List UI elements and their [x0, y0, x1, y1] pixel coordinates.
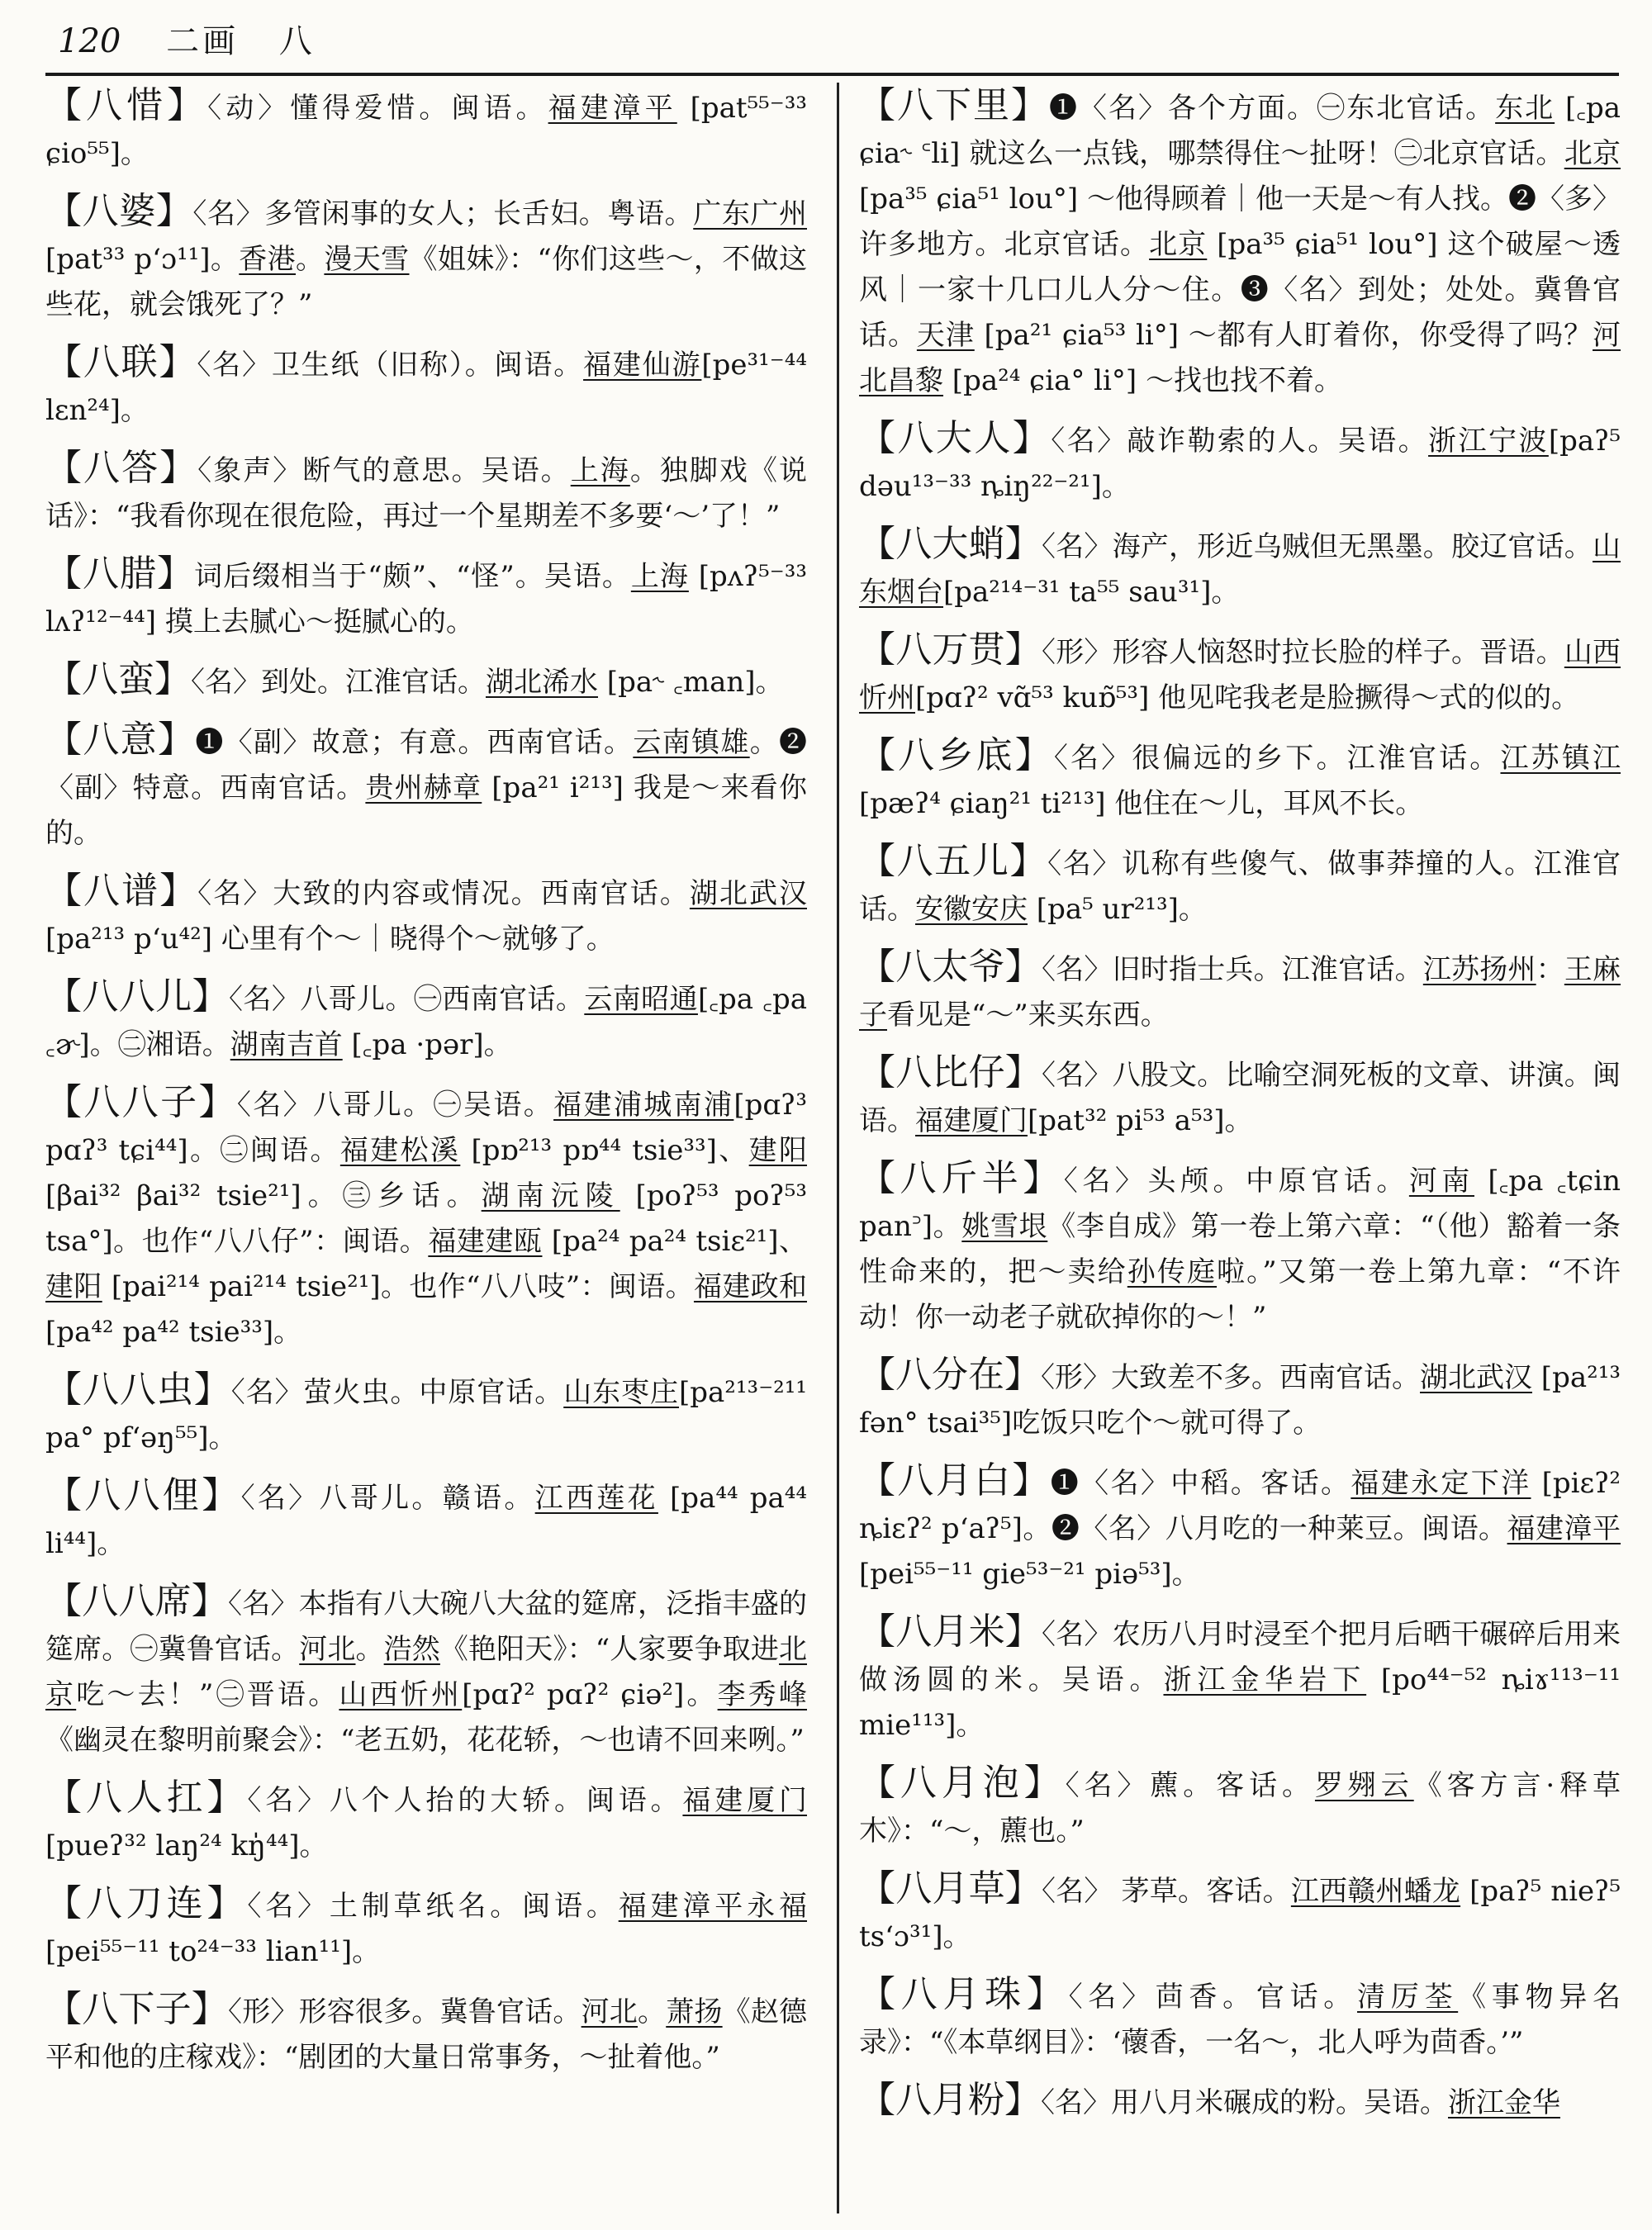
place-or-source-name: 湖北武汉: [1420, 1361, 1532, 1394]
section-label: 二画: [166, 22, 240, 60]
place-or-source-name: 山东枣庄: [563, 1376, 679, 1409]
entry-headword: 【八太爷】: [859, 946, 1042, 988]
place-or-source-name: 云南镇雄: [633, 726, 750, 759]
dictionary-entry: [45, 188, 807, 328]
entry-text: [pɑʔ³ pɑʔ³ tɕi⁴⁴]。㊁闽语。: [45, 1089, 807, 1167]
place-or-source-name: 江西莲花: [534, 1482, 658, 1515]
entry-text: 《艳阳天》：“人家要争取进: [439, 1633, 780, 1666]
entry-headword: 【八谱】: [45, 870, 198, 912]
place-or-source-name: 河北: [581, 1995, 638, 2028]
entry-headword: 【八五儿】: [859, 840, 1048, 882]
dictionary-entry: [45, 1986, 807, 2081]
entry-text: 〈名〉八哥儿。赣语。: [240, 1482, 535, 1515]
place-or-source-name: 福建松溪: [339, 1134, 461, 1167]
entry-headword: 【八万贯】: [859, 629, 1042, 671]
entry-headword: 【八下里】: [859, 84, 1050, 126]
place-or-source-name: 北京: [45, 1633, 807, 1711]
entry-text: [pa⁴² pa⁴² tsie³³]。: [45, 1316, 302, 1349]
entry-text: 。: [638, 1995, 667, 2028]
entry-text: 《李自成》第一卷上第六章：“（他）豁着一条性命来的，把～卖给: [859, 1210, 1621, 1288]
entry-text: 〈名〉讥称有些傻气、做事莽撞的人。江淮官话。: [859, 847, 1621, 926]
entry-text: ❶〈副〉故意；有意。西南官话。: [195, 726, 634, 759]
dictionary-entry: [859, 838, 1621, 932]
place-or-source-name: 湖南吉首: [230, 1028, 343, 1061]
dictionary-entry: [859, 733, 1621, 827]
entry-text: 〈名〉农历八月时浸至个把月后晒干碾碎后用来做汤圆的米。吴语。: [859, 1618, 1621, 1696]
entry-headword: 【八八俚】: [45, 1474, 241, 1516]
entry-text: 《姐妹》：“你们这些～，不做这些花，就会饿死了？”: [45, 243, 807, 321]
dictionary-entry: [45, 339, 807, 434]
entry-headword: 【八月米】: [859, 1611, 1042, 1653]
place-or-source-name: 山西忻州: [859, 636, 1621, 714]
entry-text: 〈名〉藨。客话。: [1065, 1769, 1315, 1802]
entry-text: [pa²¹ ɕia⁵³ li°] ～都有人盯着你，你受得了吗？: [974, 319, 1593, 352]
place-or-source-name: 李秀峰: [717, 1678, 807, 1711]
entry-text: 〈形〉形容很多。冀鲁官话。: [228, 1995, 582, 2028]
entry-text: [pɑʔ² vɑ̃⁵³ kuɒ̃⁵³] 他见咤我老是脸撅得～式的似的。: [915, 681, 1580, 714]
dictionary-entry: [859, 1458, 1621, 1597]
entry-text: 〈形〉大致差不多。西南官话。: [1041, 1361, 1420, 1394]
place-or-source-name: 孙传庭: [1127, 1255, 1218, 1288]
entry-text: 吃～去！”㊁晋语。: [76, 1678, 339, 1711]
place-or-source-name: 东北: [1495, 92, 1555, 125]
entry-text: [pa⁵ ur²¹³]。: [1028, 893, 1207, 926]
entry-text: [paʔ⁵ dəu¹³⁻³³ ȵiŋ²²⁻²¹]。: [859, 425, 1621, 503]
entry-text: 〈名〉八股文。比喻空洞死板的文章、讲演。闽语。: [859, 1059, 1621, 1137]
entry-headword: 【八意】: [45, 719, 196, 761]
entry-text: [pa²⁴ pa²⁴ tsiɛ²¹]、: [542, 1225, 807, 1258]
place-or-source-name: 罗翙云: [1314, 1769, 1414, 1802]
entry-text: [piɛʔ² ȵiɛʔ² p‘aʔ⁵]。❷〈名〉八月吃的一种莱豆。闽语。: [859, 1467, 1621, 1545]
entry-text: [pat³² pi⁵³ a⁵³]。: [1028, 1104, 1253, 1137]
entry-text: 〈名〉多管闲事的女人；长舌妇。粤语。: [192, 197, 694, 230]
entry-text: [pai²¹⁴ pai²¹⁴ tsie²¹]。也作“八八吱”：闽语。: [102, 1270, 694, 1303]
entry-text: 〈形〉形容人恼怒时拉长脸的样子。晋语。: [1042, 636, 1564, 669]
place-or-source-name: 香港: [239, 243, 297, 276]
entry-text: 。: [355, 1633, 384, 1666]
place-or-source-name: 天津: [916, 319, 975, 352]
place-or-source-name: 福建浦城南浦: [553, 1089, 734, 1122]
entry-text: 〈名〉大致的内容或情况。西南官话。: [197, 877, 690, 910]
entry-headword: 【八大人】: [859, 417, 1051, 459]
entry-text: [pa˞ ꜀man]。: [598, 666, 784, 699]
entry-text: 〈名〉头颅。中原官话。: [1063, 1165, 1409, 1198]
dictionary-entry: [859, 521, 1621, 615]
entry-headword: 【八乡底】: [859, 734, 1054, 776]
entry-headword: 【八答】: [45, 447, 198, 489]
place-or-source-name: 云南昭通: [584, 983, 698, 1016]
entry-headword: 【八月粉】: [859, 2079, 1041, 2121]
place-or-source-name: 福建建瓯: [428, 1225, 543, 1258]
entry-headword: 【八婆】: [45, 190, 193, 232]
entry-headword: 【八分在】: [859, 1354, 1041, 1396]
place-or-source-name: 漫天雪: [324, 243, 410, 276]
entry-text: 〈名〉本指有八大碗八大盆的筵席，泛指丰盛的筵席。㊀冀鲁官话。: [45, 1587, 807, 1666]
entry-headword: 【八月白】: [859, 1459, 1051, 1502]
entry-text: [poʔ⁵³ poʔ⁵³ tsa°]。也作“八八仔”：闽语。: [45, 1179, 807, 1258]
place-or-source-name: 浙江金华: [1448, 2086, 1560, 2119]
place-or-source-name: 清厉荃: [1357, 1981, 1459, 2014]
place-or-source-name: 王麻子: [859, 953, 1621, 1032]
entry-text: ❶〈名〉各个方面。㊀东北官话。: [1049, 92, 1496, 125]
entry-text: [pa⁴⁴ pa⁴⁴ li⁴⁴]。: [45, 1482, 807, 1560]
dictionary-entry: [45, 1367, 807, 1461]
entry-text: 《幽灵在黎明前聚会》：“老五奶，花花轿，～也请不回来咧。”: [45, 1724, 805, 1757]
place-or-source-name: 福建漳平: [548, 92, 677, 125]
place-or-source-name: 广东广州: [693, 197, 807, 230]
entry-headword: 【八月草】: [859, 1867, 1042, 1910]
entry-headword: 【八下子】: [45, 1988, 228, 2030]
entry-headword: 【八蛮】: [45, 658, 191, 700]
dictionary-entry: [45, 1775, 807, 1869]
dictionary-entry: [859, 415, 1621, 510]
entry-text: [pa²¹³ p‘u⁴²] 心里有个～｜晓得个～就够了。: [45, 923, 615, 956]
entry-headword: 【八比仔】: [859, 1051, 1042, 1094]
entry-text: 〈名〉海产，形近乌贼但无黑墨。胶辽官话。: [1042, 530, 1593, 563]
entry-text: 〈象声〉断气的意思。吴语。: [197, 454, 571, 487]
entry-text: [pæʔ⁴ ɕiaŋ²¹ ti²¹³] 他住在～儿，耳风不长。: [859, 787, 1424, 820]
entry-headword: 【八大蛸】: [859, 523, 1042, 565]
entry-text: 〈名〉敲诈勒索的人。吴语。: [1051, 425, 1429, 458]
dictionary-entry: [859, 1050, 1621, 1144]
entry-text: [pa²⁴ ɕia° li°] ～找也找不着。: [943, 364, 1342, 397]
place-or-source-name: 上海: [570, 454, 630, 487]
entry-text: 〈名〉八个人抬的大轿。闽语。: [247, 1784, 683, 1817]
place-or-source-name: 安徽安庆: [915, 893, 1028, 926]
entry-headword: 【八八席】: [45, 1580, 228, 1622]
entry-text: 。独脚戏《说话》：“我看你现在很危险，再过一个星期差不多要‘～’了！”: [45, 454, 807, 533]
entry-text: 。❷〈副〉特意。西南官话。: [45, 726, 807, 804]
place-or-source-name: 福建仙游: [583, 349, 702, 382]
entry-text: [pa³⁵ ɕia⁵¹ lou°] ～他得顾着｜他一天是～有人找。❷〈多〉许多地方。北京官话。: [859, 183, 1621, 261]
entry-text: [꜀pa ·pər]。: [342, 1028, 512, 1061]
entry-headword: 【八人扛】: [45, 1777, 248, 1819]
dictionary-entry: [859, 944, 1621, 1038]
entry-text: [꜀pa ꜀tɕin pan꜄]。: [859, 1165, 1621, 1243]
entry-text: 〈名〉 茅草。客话。: [1042, 1875, 1291, 1908]
entry-text: [pueʔ³² laŋ²⁴ kŋ̍⁴⁴]。: [45, 1829, 328, 1862]
entry-text: 《客方言·释草木》：“～，藨也。”: [859, 1769, 1621, 1848]
entry-text: [βai³² βai³² tsie²¹]。㊂乡话。: [45, 1179, 482, 1212]
entry-text: 〈名〉土制草纸名。闽语。: [247, 1890, 619, 1923]
dictionary-entry: [859, 627, 1621, 721]
place-or-source-name: 江苏镇江: [1500, 742, 1621, 775]
header-rule: [45, 73, 1619, 76]
dictionary-entry: [45, 551, 807, 645]
place-or-source-name: 浩然: [383, 1633, 440, 1666]
running-header: [58, 17, 312, 66]
entry-headword: 【八月珠】: [859, 1973, 1069, 2015]
dictionary-entry: [45, 83, 807, 177]
entry-text: 看见是“～”来买东西。: [887, 999, 1169, 1032]
place-or-source-name: 贵州赫章: [365, 771, 482, 804]
dictionary-entry: [859, 1760, 1621, 1854]
entry-text: [pe³¹⁻⁴⁴ lɛn²⁴]。: [45, 349, 807, 427]
place-or-source-name: 福建厦门: [915, 1104, 1028, 1137]
dictionary-entry: [45, 1079, 807, 1355]
entry-text: [pa²¹ i²¹³] 我是～来看你的。: [45, 771, 807, 850]
entry-text: 《赵德平和他的庄稼戏》：“剧团的大量日常事务，～扯着他。”: [45, 1995, 807, 2074]
entry-text: [꜀pa ɕia˞ ꜂li] 就这么一点钱，哪禁得住～扯呀！㊁北京官话。: [859, 92, 1621, 170]
entry-text: 啦。”又第一卷上第九章：“不许动！你一动老子就砍掉你的～！”: [859, 1255, 1621, 1334]
place-or-source-name: 湖南沅陵: [481, 1179, 620, 1212]
dictionary-entry: [45, 1578, 807, 1763]
entry-text: 〈名〉八哥儿。㊀吴语。: [236, 1089, 554, 1122]
entry-text: [pei⁵⁵⁻¹¹ gie⁵³⁻²¹ piə⁵³]。: [859, 1558, 1200, 1591]
place-or-source-name: 北京: [1564, 137, 1621, 170]
place-or-source-name: 河南: [1408, 1165, 1474, 1198]
entry-text: [pɒ²¹³ pɒ⁴⁴ tsie³³]、: [460, 1134, 749, 1167]
entry-text: 〈名〉到处。江淮官话。: [191, 666, 486, 699]
place-or-source-name: 福建漳平永福: [618, 1890, 807, 1923]
place-or-source-name: 浙江宁波: [1428, 425, 1549, 458]
column-divider: [837, 83, 839, 2213]
entry-text: 〈名〉很偏远的乡下。江淮官话。: [1053, 742, 1501, 775]
section-char: 八: [278, 22, 312, 60]
dictionary-entry: [45, 445, 807, 539]
entry-text: [paʔ⁵ nieʔ⁵ ts‘ɔ³¹]。: [859, 1875, 1621, 1953]
page-number: 120: [58, 22, 121, 60]
place-or-source-name: 福建政和: [693, 1270, 807, 1303]
entry-headword: 【八八虫】: [45, 1369, 231, 1411]
entry-text: 〈名〉茴香。官话。: [1068, 1981, 1358, 2014]
place-or-source-name: 河北: [299, 1633, 356, 1666]
entry-text: 《事物异名录》：“《本草纲目》：‘蘹香，一名～，北人呼为茴香。’”: [859, 1981, 1621, 2059]
place-or-source-name: 建阳: [45, 1270, 102, 1303]
place-or-source-name: 江苏扬州: [1422, 953, 1536, 986]
entry-text: 〈名〉八哥儿。㊀西南官话。: [229, 983, 585, 1016]
place-or-source-name: 河北昌黎: [859, 319, 1621, 397]
dictionary-entry: [45, 657, 807, 705]
dictionary-entry: [859, 1352, 1621, 1446]
dictionary-entry: [859, 83, 1621, 404]
dictionary-entry: [859, 1609, 1621, 1748]
entry-text: ❶〈名〉中稻。客话。: [1050, 1467, 1351, 1500]
entry-text: [pat⁵⁵⁻³³ ɕio⁵⁵]。: [45, 92, 807, 170]
place-or-source-name: 福建永定下洋: [1351, 1467, 1531, 1500]
right-column: [859, 83, 1621, 2222]
entry-headword: 【八斤半】: [859, 1157, 1064, 1199]
dictionary-entry: [45, 717, 807, 856]
dictionary-entry: [45, 974, 807, 1068]
left-column: [45, 83, 807, 2222]
entry-text: 。: [296, 243, 325, 276]
entry-headword: 【八八子】: [45, 1081, 237, 1123]
place-or-source-name: 北京: [1149, 228, 1208, 261]
place-or-source-name: 姚雪垠: [961, 1210, 1048, 1243]
entry-text: [pat³³ p‘ɔ¹¹]。: [45, 243, 240, 276]
dictionary-entry: [859, 1866, 1621, 1960]
entry-headword: 【八八儿】: [45, 975, 230, 1018]
place-or-source-name: 湖北浠水: [486, 666, 598, 699]
entry-text: [pa²¹³ fən° tsai³⁵]吃饭只吃个～就可得了。: [859, 1361, 1621, 1440]
dictionary-entry: [859, 1971, 1621, 2066]
place-or-source-name: 江西赣州蟠龙: [1290, 1875, 1461, 1908]
entry-text: [pɑʔ² pɑʔ² ɕiə²]。: [462, 1678, 718, 1711]
entry-text: 〈动〉懂得爱惜。闽语。: [207, 92, 548, 125]
dictionary-entry: [859, 1155, 1621, 1340]
entry-text: [pa²¹³⁻²¹¹ pa° pf‘əŋ⁵⁵]。: [45, 1376, 807, 1454]
place-or-source-name: 山东烟台: [859, 530, 1621, 609]
entry-headword: 【八刀连】: [45, 1882, 248, 1924]
entry-text: 〈名〉用八月米碾成的粉。吴语。: [1041, 2086, 1448, 2119]
place-or-source-name: 山西忻州: [339, 1678, 463, 1711]
dictionary-entry: [45, 1473, 807, 1567]
place-or-source-name: 上海: [630, 560, 689, 593]
entry-text: 〈名〉旧时指士兵。江淮官话。: [1042, 953, 1423, 986]
entry-text: [pei⁵⁵⁻¹¹ to²⁴⁻³³ lian¹¹]。: [45, 1935, 381, 1968]
place-or-source-name: 建阳: [748, 1134, 807, 1167]
entry-headword: 【八联】: [45, 341, 197, 383]
dictionary-entry: [45, 868, 807, 962]
entry-headword: 【八惜】: [45, 84, 208, 126]
entry-text: 〈名〉卫生纸（旧称）。闽语。: [197, 349, 584, 382]
place-or-source-name: 福建漳平: [1507, 1512, 1621, 1545]
entry-text: [pa²¹⁴⁻³¹ ta⁵⁵ sau³¹]。: [943, 576, 1240, 609]
entry-text: 词后缀相当于“颇”、“怪”。吴语。: [194, 560, 631, 593]
entry-text: [po⁴⁴⁻⁵² ȵiɤ¹¹³⁻¹¹ mie¹¹³]。: [859, 1663, 1621, 1742]
entry-headword: 【八月泡】: [859, 1762, 1066, 1804]
entry-text: [pa³⁵ ɕia⁵¹ lou°] 这个破屋～透风｜一家十几口儿人分～住。❸〈名〉到处；处处。冀鲁官话。: [859, 228, 1621, 352]
entry-text: ：: [1536, 953, 1564, 986]
dictionary-entry: [859, 2077, 1621, 2126]
entry-text: 〈名〉萤火虫。中原官话。: [230, 1376, 564, 1409]
entry-headword: 【八腊】: [45, 553, 195, 595]
dictionary-entry: [45, 1881, 807, 1975]
place-or-source-name: 湖北武汉: [689, 877, 807, 910]
place-or-source-name: 萧扬: [666, 1995, 723, 2028]
entry-text: [pʌʔ⁵⁻³³ lʌʔ¹²⁻⁴⁴] 摸上去腻心～挺腻心的。: [45, 560, 807, 638]
entry-text: [꜀pa ꜀pa ꜀ɚ]。㊁湘语。: [45, 983, 807, 1061]
place-or-source-name: 福建厦门: [682, 1784, 807, 1817]
place-or-source-name: 浙江金华岩下: [1163, 1663, 1367, 1696]
